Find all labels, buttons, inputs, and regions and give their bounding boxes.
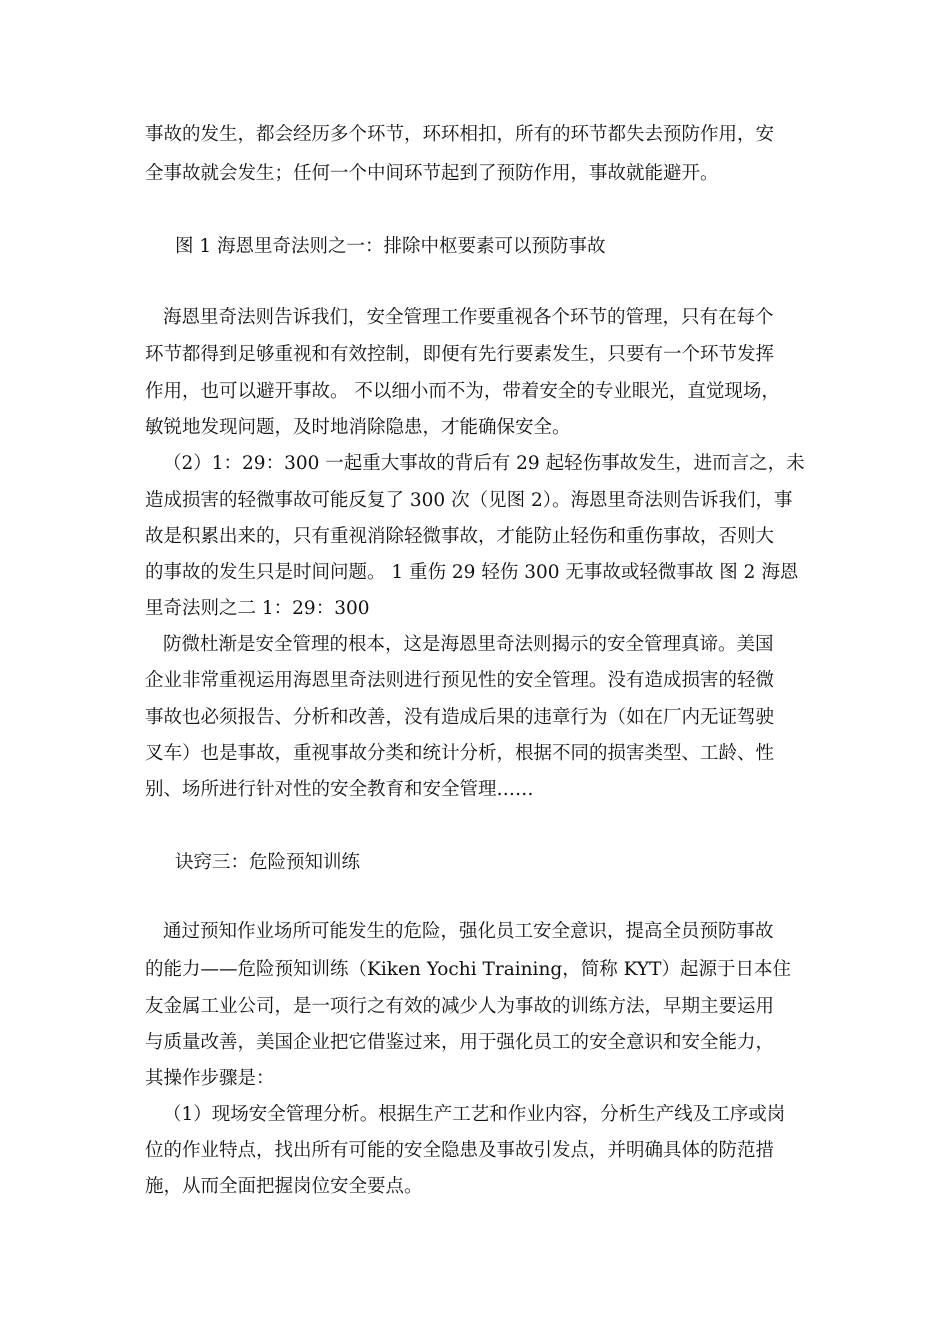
paragraph-line: 全事故就会发生；任何一个中间环节起到了预防作用，事故就能避开。 bbox=[145, 163, 719, 184]
paragraph-line: 防微杜渐是安全管理的根本，这是海恩里奇法则揭示的安全管理真谛。美国 bbox=[163, 634, 774, 655]
paragraph-line: 事故的发生，都会经历多个环节，环环相扣，所有的环节都失去预防作用，安 bbox=[145, 124, 775, 145]
paragraph-line: 的事故的发生只是时间问题。 1 重伤 29 轻伤 300 无事故或轻微事故 图 2 海恩 bbox=[145, 562, 799, 583]
paragraph-line: 别、场所进行针对性的安全教育和安全管理…… bbox=[145, 779, 534, 800]
paragraph-line: 造成损害的轻微事故可能反复了 300 次（见图 2）。海恩里奇法则告诉我们，事 bbox=[145, 490, 793, 511]
paragraph-line: 企业非常重视运用海恩里奇法则进行预见性的安全管理。没有造成损害的轻微 bbox=[145, 670, 775, 691]
paragraph-line: 敏锐地发现问题，及时地消除隐患，才能确保安全。 bbox=[145, 417, 571, 438]
paragraph-line: 友金属工业公司，是一项行之有效的减少人为事故的训练方法，早期主要运用 bbox=[145, 996, 775, 1017]
paragraph-line: 施，从而全面把握岗位安全要点。 bbox=[145, 1176, 423, 1197]
paragraph-line: 事故也必须报告、分析和改善，没有造成后果的违章行为（如在厂内无证驾驶 bbox=[145, 707, 775, 728]
section-heading: 诀窍三：危险预知训练 bbox=[175, 852, 361, 873]
paragraph-line: 叉车）也是事故，重视事故分类和统计分析，根据不同的损害类型、工龄、性 bbox=[145, 743, 775, 764]
paragraph-line: 环节都得到足够重视和有效控制，即便有先行要素发生，只要有一个环节发挥 bbox=[145, 344, 775, 365]
paragraph-line: （2）1：29：300 一起重大事故的背后有 29 起轻伤事故发生，进而言之，未 bbox=[163, 453, 805, 474]
paragraph-line: 与质量改善，美国企业把它借鉴过来，用于强化员工的安全意识和安全能力， bbox=[145, 1032, 775, 1053]
paragraph-line: 位的作业特点，找出所有可能的安全隐患及事故引发点，并明确具体的防范措 bbox=[145, 1140, 775, 1161]
paragraph-line: 通过预知作业场所可能发生的危险，强化员工安全意识，提高全员预防事故 bbox=[163, 921, 774, 942]
figure-caption: 图 1 海恩里奇法则之一：排除中枢要素可以预防事故 bbox=[175, 236, 606, 257]
paragraph-line: 海恩里奇法则告诉我们，安全管理工作要重视各个环节的管理，只有在每个 bbox=[163, 307, 774, 328]
paragraph-line: 里奇法则之二 1：29：300 bbox=[145, 598, 370, 619]
paragraph-line: 故是积累出来的，只有重视消除轻微事故，才能防止轻伤和重伤事故，否则大 bbox=[145, 526, 775, 547]
paragraph-line: 其操作步骤是： bbox=[145, 1068, 275, 1089]
paragraph-line: （1）现场安全管理分析。根据生产工艺和作业内容，分析生产线及工序或岗 bbox=[163, 1104, 786, 1125]
paragraph-line: 作用，也可以避开事故。 不以细小而不为，带着安全的专业眼光，直觉现场， bbox=[145, 381, 780, 402]
paragraph-line: 的能力——危险预知训练（Kiken Yochi Training，简称 KYT）起源于日本住 bbox=[145, 959, 791, 980]
